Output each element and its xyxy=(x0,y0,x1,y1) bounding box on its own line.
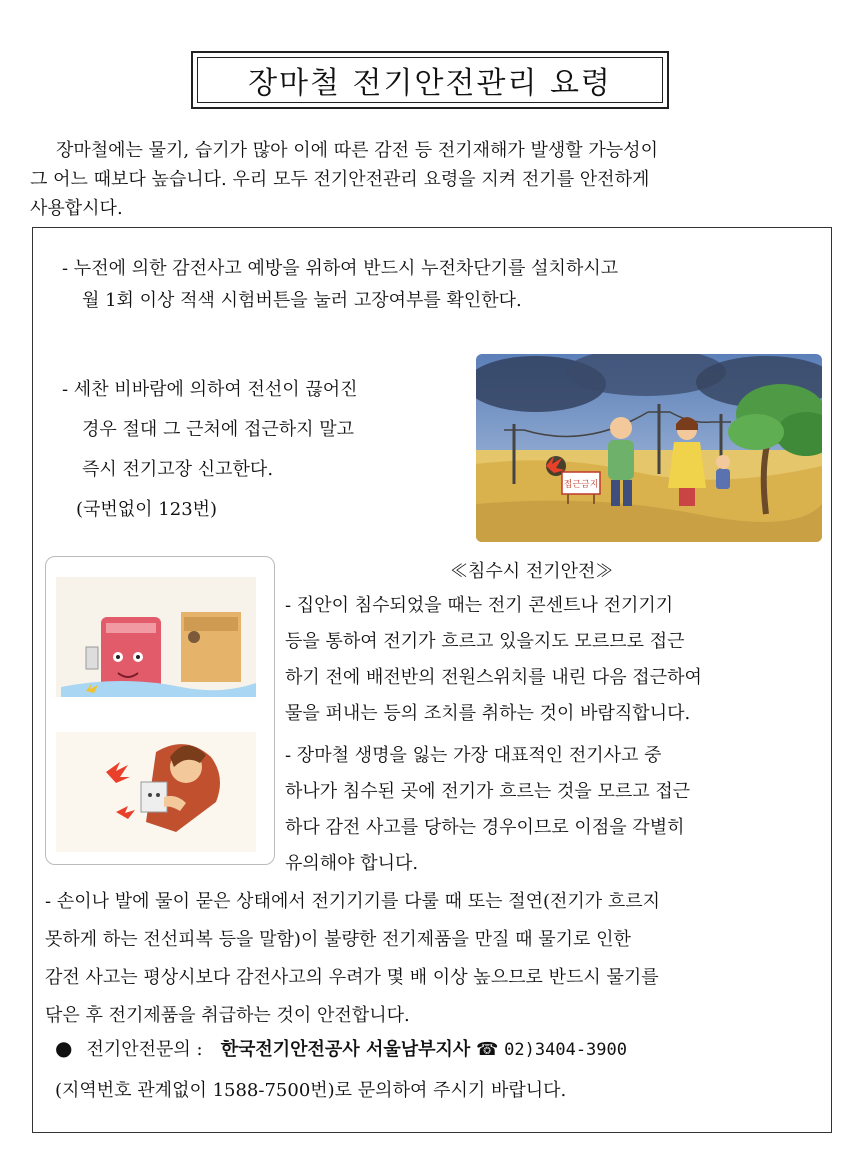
storm-illustration xyxy=(476,354,822,542)
flood2-line: 하다 감전 사고를 당하는 경우이므로 이점을 각별히 xyxy=(285,817,685,838)
flood2-line: 유의해야 합니다. xyxy=(285,853,419,874)
wet-hands-line: 감전 사고는 평상시보다 감전사고의 우려가 몇 배 이상 높으므로 반드시 물기를 xyxy=(45,967,659,988)
contact-org: 한국전기안전공사 서울남부지사 xyxy=(220,1039,471,1060)
flood2-line: - 장마철 생명을 잃는 가장 대표적인 전기사고 중 xyxy=(285,745,662,766)
title-box xyxy=(191,51,669,109)
intro-line: 그 어느 때보다 높습니다. 우리 모두 전기안전관리 요령을 지켜 전기를 안전하게 xyxy=(30,169,650,190)
intro-line: 사용합시다. xyxy=(30,198,123,219)
phone-icon: ☎ xyxy=(476,1039,499,1060)
flood1-line: 하기 전에 배전반의 전원스위치를 내린 다음 접근하여 xyxy=(285,667,702,688)
intro-paragraph xyxy=(30,136,836,223)
contact-line xyxy=(55,1035,627,1061)
wet-hands-line: 닦은 후 전기제품을 취급하는 것이 안전합니다. xyxy=(45,1005,410,1026)
flood-heading: ≪침수시 전기안전≫ xyxy=(450,561,614,582)
broken-wire-item xyxy=(62,370,472,530)
wet-hands-item xyxy=(45,883,827,1035)
leakage-breaker-item xyxy=(62,253,802,317)
flood2-line: 하나가 침수된 곳에 전기가 흐르는 것을 모르고 접근 xyxy=(285,781,691,802)
flood-illustrations xyxy=(45,556,275,865)
page-title: 장마철 전기안전관리 요령 xyxy=(197,57,663,103)
sign-label: 접근금지 xyxy=(563,480,599,490)
wet-hands-line: - 손이나 발에 물이 묻은 상태에서 전기기기를 다룰 때 또는 절연(전기가 흐르지 xyxy=(45,891,661,912)
flood1-line: 등을 통하여 전기가 흐르고 있을지도 모르므로 접근 xyxy=(285,631,685,652)
leakage-line: - 누전에 의한 감전사고 예방을 위하여 반드시 누전차단기를 설치하시고 xyxy=(62,258,619,279)
flood1-line: 물을 퍼내는 등의 조치를 취하는 것이 바람직합니다. xyxy=(285,703,691,724)
leakage-line: 월 1회 이상 적색 시험버튼을 눌러 고장여부를 확인한다. xyxy=(82,290,522,311)
wire-line: 즉시 전기고장 신고한다. xyxy=(82,459,274,480)
flood1-line: - 집안이 침수되었을 때는 전기 콘센트나 전기기기 xyxy=(285,595,674,616)
flood-item-1 xyxy=(285,588,825,732)
bullet-icon: ● xyxy=(55,1036,73,1060)
wire-line: - 세찬 비바람에 의하여 전선이 끊어진 xyxy=(62,379,358,400)
wire-line: 경우 절대 그 근처에 접근하지 말고 xyxy=(82,419,355,440)
wire-line: (국번없이 123번) xyxy=(76,499,218,520)
contact-note: (지역번호 관계없이 1588-7500번)로 문의하여 주시기 바랍니다. xyxy=(55,1080,567,1101)
intro-line: 장마철에는 물기, 습기가 많아 이에 따른 감전 등 전기재해가 발생할 가능성이 xyxy=(56,140,658,161)
wet-hands-line: 못하게 하는 전선피복 등을 말함)이 불량한 전기제품을 만질 때 물기로 인한 xyxy=(45,929,631,950)
flood-item-2 xyxy=(285,738,825,882)
contact-label: 전기안전문의 : xyxy=(86,1039,203,1060)
contact-phone: 02)3404-3900 xyxy=(504,1040,627,1060)
